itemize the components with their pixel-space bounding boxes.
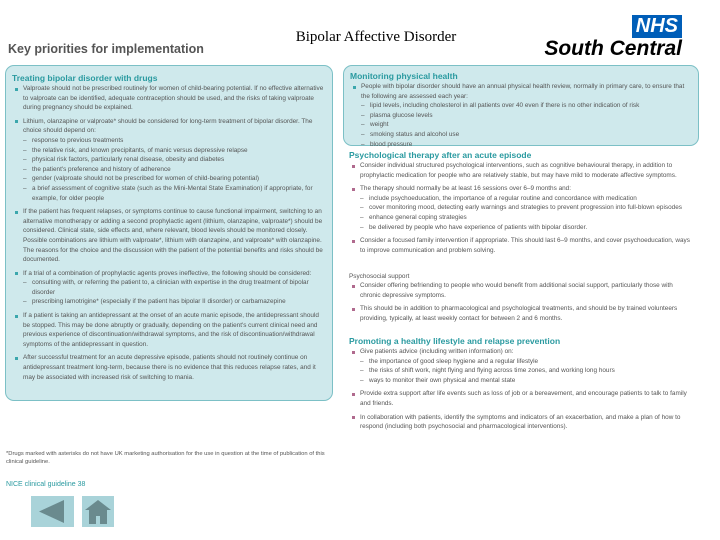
list-item bbox=[349, 184, 693, 232]
item-text: Consider a focused family intervention if appropriate. This should last 6–9 months, and cover psychoeducation, ways to improve communication and problem solving. bbox=[360, 237, 690, 254]
item-text: In collaboration with patients, identify the symptoms and indicators of an exacerbation, and make a plan of how to respond (including both psychosocial and pharmacological interventions). bbox=[360, 413, 681, 431]
nhs-logo bbox=[530, 12, 690, 62]
list-item bbox=[12, 353, 326, 382]
nhs-wordmark: NHS bbox=[632, 15, 682, 38]
sub-item: – cover monitoring mood, detecting early warnings and strategies to prevent progression into full-blown episodes bbox=[360, 203, 693, 213]
monitoring-panel bbox=[343, 65, 699, 146]
footnote: *Drugs marked with asterisks do not have UK marketing authorisation for the use in question at the time of publication of this clinical guideline. bbox=[6, 451, 325, 465]
item-text: Provide extra support after life events such as loss of job or a bereavement, and encourage patients to talk to family and friends. bbox=[360, 390, 687, 407]
region-name: South Central bbox=[544, 37, 682, 60]
sub-item: – the relative risk, and known precipitants, of manic versus depressive relapse bbox=[23, 146, 326, 156]
sub-item: – include psychoeducation, the importance of a regular routine and concordance with medication bbox=[360, 194, 693, 204]
sub-item: – response to previous treatments bbox=[23, 136, 326, 146]
item-text: If a trial of a combination of prophylactic agents proves ineffective, the following should be considered: bbox=[23, 269, 312, 277]
sub-item: – gender (valproate should not be prescribed for women of child-bearing potential) bbox=[23, 174, 326, 184]
item-text: Consider individual structured psychological interventions, such as cognitive behavioural therapy, in addition to prophylactic medication for people who are relatively stable, but may have mild to moderate affective symptoms. bbox=[360, 162, 677, 179]
sub-item: – be delivered by people who have experience of patients with bipolar disorder. bbox=[360, 223, 693, 233]
panel-title: Monitoring physical health bbox=[350, 71, 458, 81]
bullet-list bbox=[349, 347, 693, 432]
item-text: Lithium, olanzapine or valproate* should be considered for long-term treatment of bipolar disorder. The choice should depend on: bbox=[23, 117, 313, 135]
list-item bbox=[12, 84, 326, 113]
list-item bbox=[349, 236, 693, 255]
list-item bbox=[12, 311, 326, 349]
section-title: Psychosocial support bbox=[349, 273, 410, 280]
item-text: This should be in addition to pharmacological and psychological treatments, and should be by trained volunteers providing, typically, at least weekly contact for between 2 and 6 months. bbox=[360, 305, 678, 322]
sub-list bbox=[360, 194, 693, 232]
home-icon bbox=[82, 496, 114, 527]
item-text: Give patients advice (including written information) on: bbox=[360, 348, 514, 355]
sub-list bbox=[23, 136, 326, 203]
sub-item: – enhance general coping strategies bbox=[360, 213, 693, 223]
psych-therapy-section bbox=[343, 150, 699, 259]
back-button[interactable] bbox=[31, 496, 74, 527]
slide-title: Bipolar Affective Disorder bbox=[295, 29, 457, 45]
item-text: If a patient is taking an antidepressant at the onset of an acute manic episode, the antidepressant should be stopped. This may be done abruptly or gradually, depending on the patient's current clinical need and previous experience of discontinuation/withdrawal symptoms, and the risk of discontinuation/withdrawal symptoms of the antidepressant in question. bbox=[23, 312, 319, 348]
sub-item: – ways to monitor their own physical and mental state bbox=[360, 376, 693, 386]
sub-item: – a brief assessment of cognitive state (such as the Mini-Mental State Examination) if appropriate, for example, for older people bbox=[23, 184, 326, 203]
sub-list bbox=[360, 357, 693, 386]
sub-item: – lipid levels, including cholesterol in all patients over 40 even if there is no other indication of risk bbox=[361, 101, 692, 111]
sub-item: – the importance of good sleep hygiene and a regular lifestyle bbox=[360, 357, 693, 367]
section-title: Promoting a healthy lifestyle and relapse prevention bbox=[349, 336, 561, 346]
sub-item: – physical risk factors, particularly renal disease, obesity and diabetes bbox=[23, 155, 326, 165]
section-title: Psychological therapy after an acute episode bbox=[349, 150, 532, 160]
item-text: People with bipolar disorder should have an annual physical health review, normally in primary care, to ensure that the following are assessed each year: bbox=[361, 83, 685, 100]
panel-title: Treating bipolar disorder with drugs bbox=[12, 73, 158, 83]
item-text: Consider offering befriending to people who would benefit from additional social support, particularly those with chronic depressive symptoms. bbox=[360, 282, 673, 299]
sub-item: – prescribing lamotrigine* (especially if the patient has bipolar II disorder) or carbamazepine bbox=[23, 297, 326, 307]
list-item bbox=[12, 269, 326, 307]
list-item bbox=[12, 207, 326, 265]
bullet-list bbox=[349, 161, 693, 255]
item-text: Valproate should not be prescribed routinely for women of child-bearing potential. If no effective alternative to valproate can be identified, adequate contraception should be used, and the risks of taking valproate during pregnancy should be explained. bbox=[23, 85, 324, 112]
back-arrow-icon bbox=[31, 496, 74, 527]
list-item bbox=[349, 413, 693, 432]
sub-item: – smoking status and alcohol use bbox=[361, 130, 692, 140]
drugs-panel bbox=[5, 65, 333, 401]
sub-item: – weight bbox=[361, 120, 692, 130]
list-item bbox=[349, 281, 693, 300]
sub-item: – plasma glucose levels bbox=[361, 111, 692, 121]
sub-item: – consulting with, or referring the patient to, a clinician with expertise in the drug treatment of bipolar disorder bbox=[23, 278, 326, 297]
sub-list bbox=[23, 278, 326, 307]
list-item bbox=[349, 389, 693, 408]
sub-item: – the risks of shift work, night flying and flying across time zones, and working long hours bbox=[360, 366, 693, 376]
guideline-link[interactable]: NICE clinical guideline 38 bbox=[6, 481, 86, 488]
item-text: The therapy should normally be at least 16 sessions over 6–9 months and: bbox=[360, 185, 572, 193]
bullet-list bbox=[12, 84, 326, 382]
list-item bbox=[350, 82, 692, 149]
list-item bbox=[349, 304, 693, 323]
sub-item: – blood pressure bbox=[361, 140, 692, 150]
list-item bbox=[12, 117, 326, 203]
psychosocial-section bbox=[343, 272, 699, 327]
lifestyle-section bbox=[343, 336, 699, 436]
section-heading: Key priorities for implementation bbox=[8, 42, 204, 56]
sub-item: – the patient's preference and history of adherence bbox=[23, 165, 326, 175]
sub-list bbox=[361, 101, 692, 149]
bullet-list bbox=[349, 281, 693, 323]
list-item bbox=[349, 347, 693, 385]
home-button[interactable] bbox=[82, 496, 114, 527]
bullet-list bbox=[350, 82, 692, 149]
list-item bbox=[349, 161, 693, 180]
item-text: If the patient has frequent relapses, or symptoms continue to cause functional impairment, switching to an alternative monotherapy or adding a second prophylactic agent (lithium, olanzapine, valproate*) should be considered. Clinical state, side effects and, where relevant, blood levels should be monitored closely. Possible combinations are lithium with valproate*, lithium with olanzapine, and valproate* with olanzapine. The reasons for the choice and the discussion with the patient of the potential benefits and risks should be documented. bbox=[23, 208, 323, 264]
item-text: After successful treatment for an acute depressive episode, patients should not routinely continue on antidepressant treatment long-term, because there is no evidence that this reduces relapse rates, and it may be associated with increased risk of switching to mania. bbox=[23, 354, 316, 381]
